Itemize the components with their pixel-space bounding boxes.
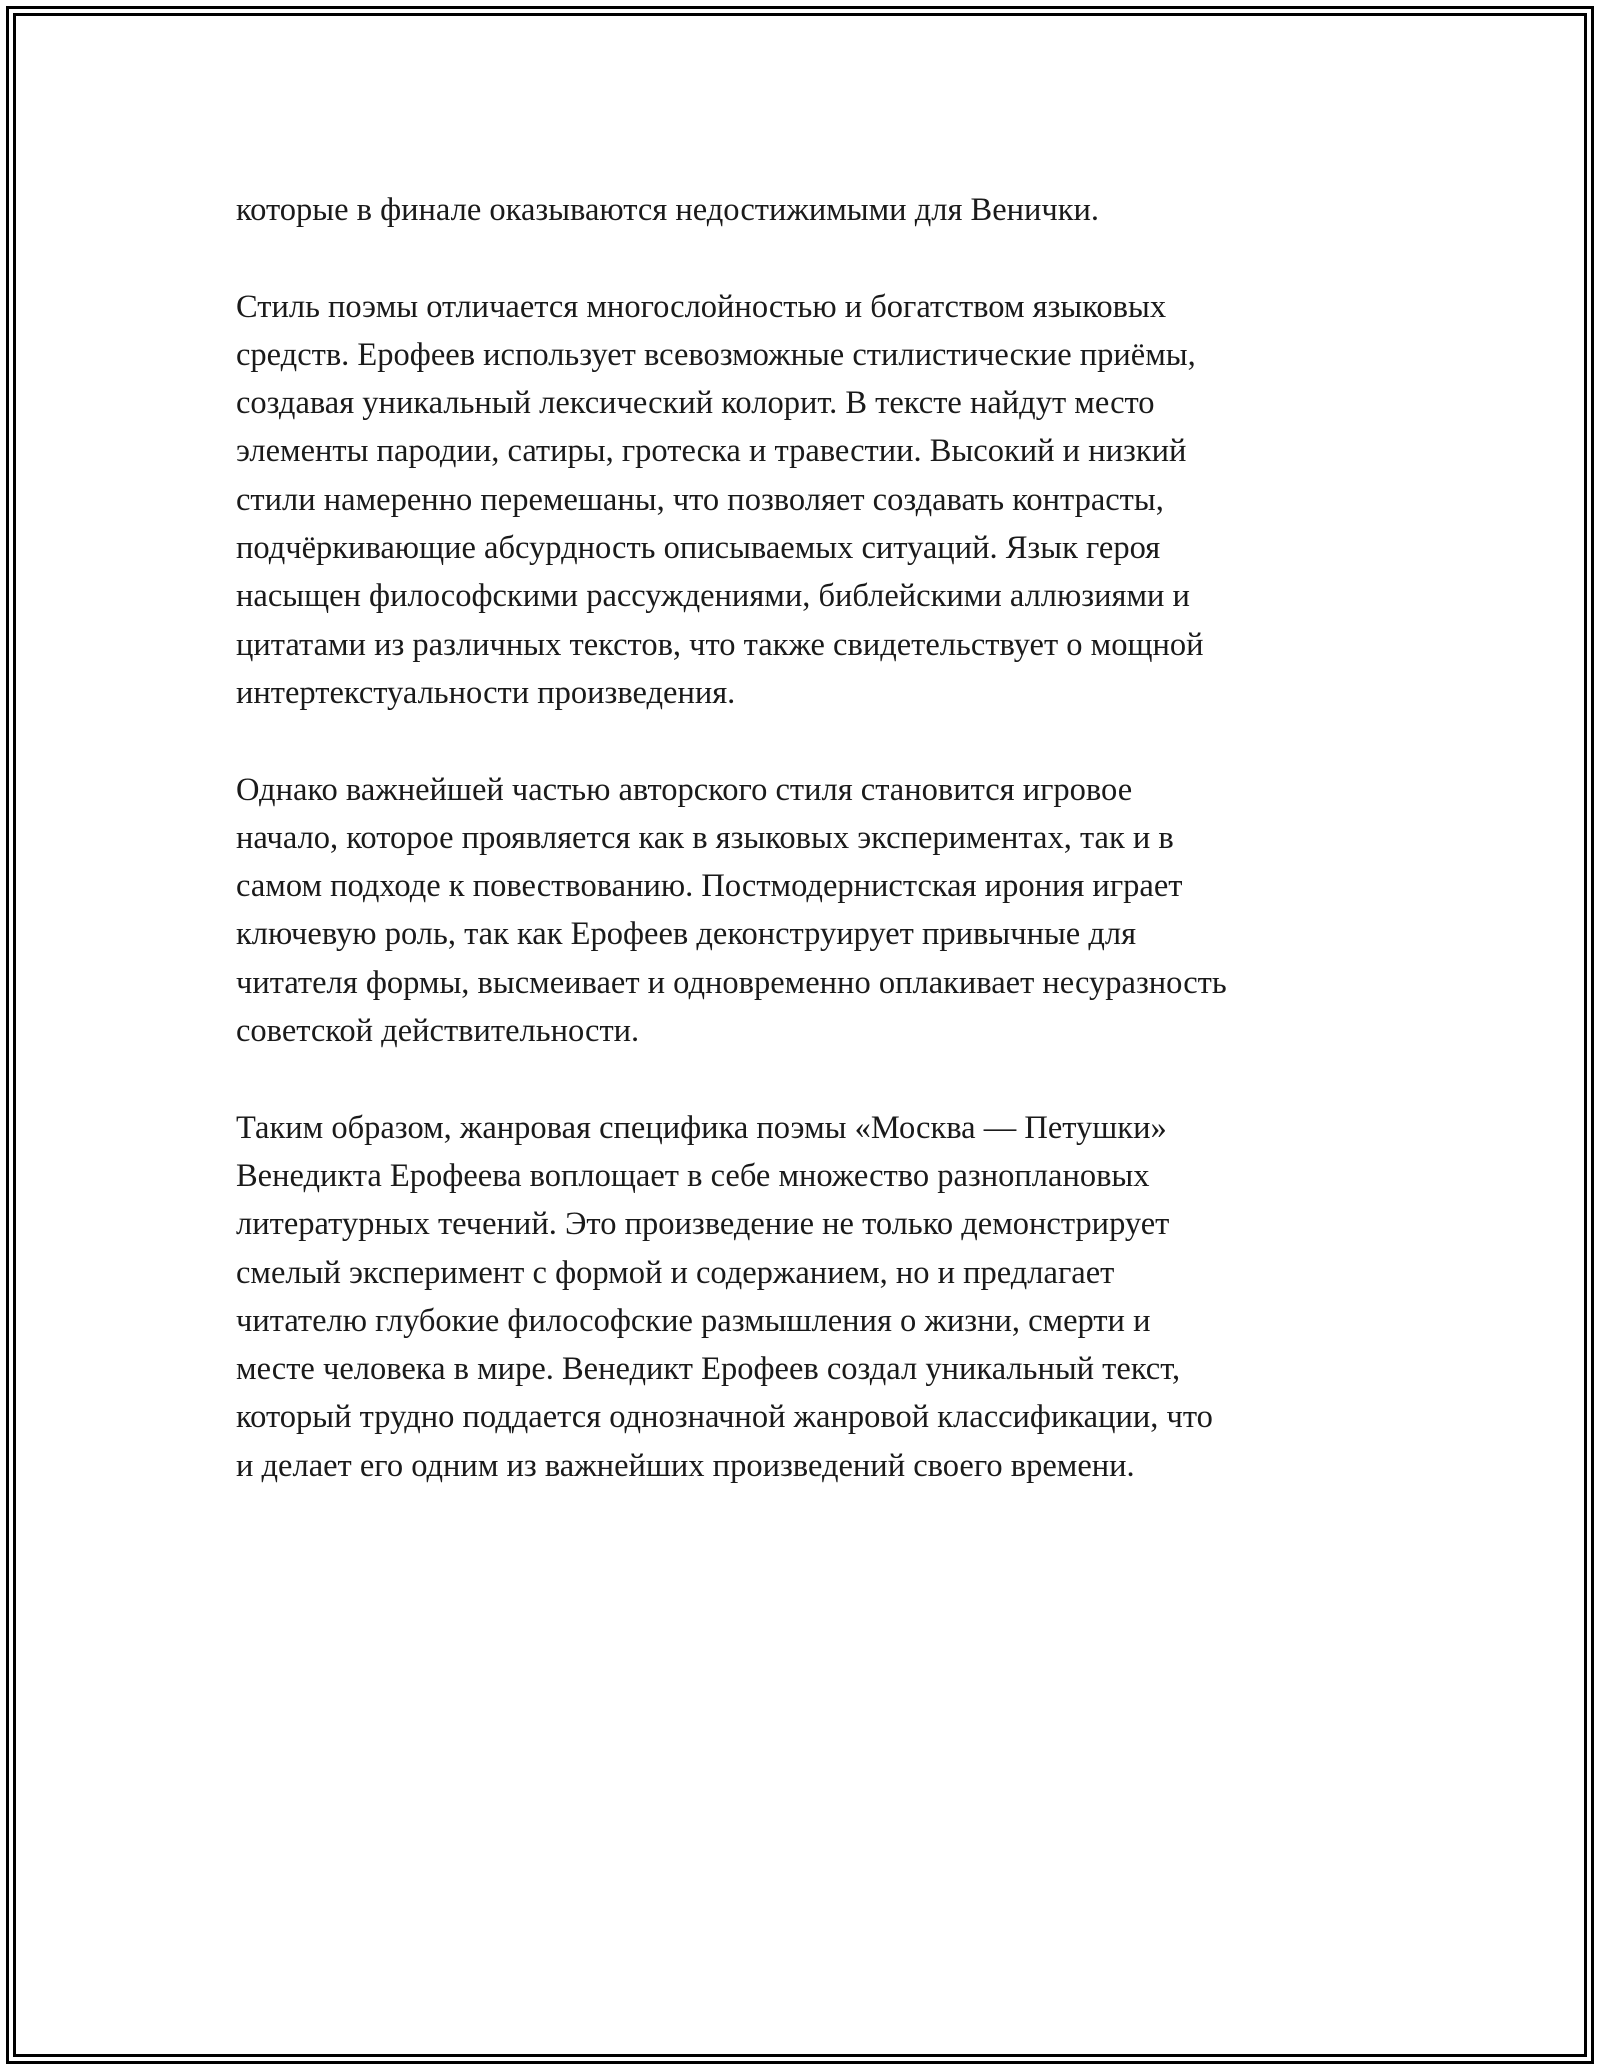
paragraph-style: Стиль поэмы отличается многослойностью и богатством языковых средств. Ерофеев использует всевозможные стилистические приёмы, создавая уникальный лексический колорит. В тексте найдут место элементы пародии, сатиры, гротеска и травестии. Высокий и низкий стили намеренно перемешаны, что позволяет создавать контрасты, подчёркивающие абсурдность описываемых ситуаций. Язык героя насыщен философскими рассуждениями, библейскими аллюзиями и цитатами из различных текстов, что также свидетельствует о мощной интертекстуальности произведения.: [236, 288, 1204, 711]
paragraph-continuation: которые в финале оказываются недостижимыми для Венички.: [236, 192, 1100, 228]
document-body: [236, 186, 1396, 1538]
paragraph-play: Однако важнейшей частью авторского стиля становится игровое начало, которое проявляется как в языковых экспериментах, так и в самом подходе к повествованию. Постмодернистская ирония играет ключевую роль, так как Ерофеев деконструирует привычные для читателя формы, высмеивает и одновременно оплакивает несуразность советской действительности.: [236, 771, 1227, 1050]
paragraph-conclusion: Таким образом, жанровая специфика поэмы «Москва — Петушки» Венедикта Ерофеева воплощает в себе множество разноплановых литературных течений. Это произведение не только демонстрирует смелый эксперимент с формой и содержанием, но и предлагает читателю глубокие философские размышления о жизни, смерти и месте человека в мире. Венедикт Ерофеев создал уникальный текст, который трудно поддается однозначной жанровой классификации, что и делает его одним из важнейших произведений своего времени.: [236, 1109, 1213, 1484]
